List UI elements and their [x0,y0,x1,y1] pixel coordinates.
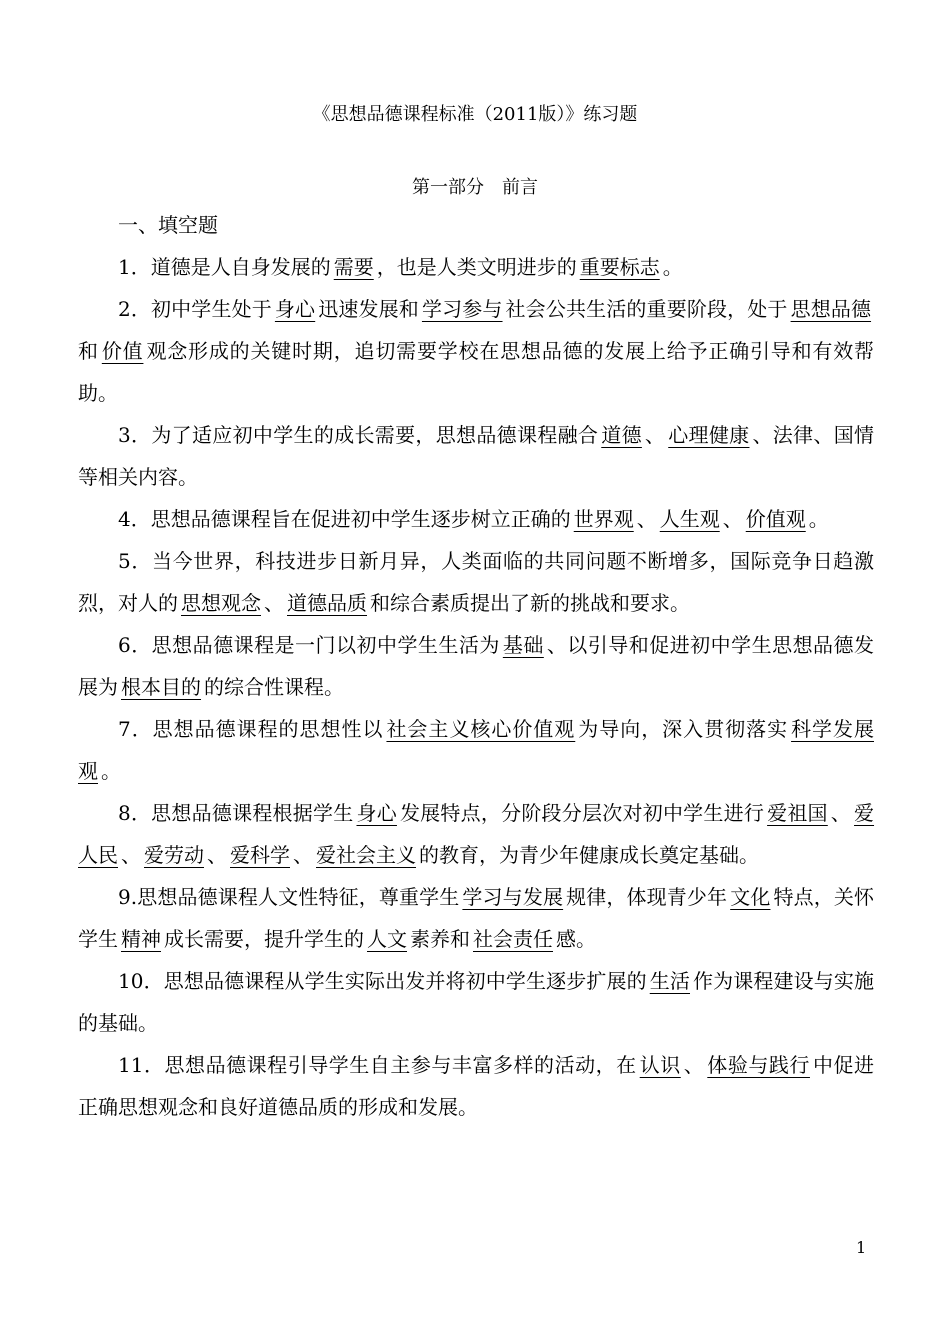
question-item [78,876,874,960]
answer-blank: 重要标志 [579,255,660,279]
answer-blank: 认识 [639,1053,681,1077]
question-text: 、 [636,507,657,531]
answer-blank: 学习参与 [421,297,503,321]
question-text: 和综合素质提出了新的挑战和要求。 [370,591,690,615]
question-text: 9.思想品德课程人文性特征，尊重学生 [118,885,460,909]
answer-blank: 爱科学 [230,843,290,867]
answer-blank: 道德品质 [287,591,367,615]
question-text: 5．当今世界，科技进步日新月异，人类面临的共同问题不断增多，国际竞争日趋激烈，对人的 [78,549,874,615]
page-number: 1 [856,1238,867,1257]
answer-blank: 爱劳动 [144,843,204,867]
answer-blank: 精神 [121,927,161,951]
question-text: 为导向，深入贯彻落实 [578,717,789,741]
document-title: 《思想品德课程标准（2011版）》练习题 [312,104,638,125]
question-text: 10．思想品德课程从学生实际出发并将初中学生逐步扩展的 [118,969,647,993]
question-text: 特点，关怀学生 [78,885,875,951]
question-text: 、 [722,507,743,531]
answer-blank: 爱社会主义 [316,843,416,867]
question-text: 、 [644,423,666,447]
question-text: 7．思想品德课程的思想性以 [118,717,384,741]
answer-blank: 爱人民 [78,801,875,867]
answer-blank: 社会责任 [473,927,553,951]
question-text: 的教育，为青少年健康成长奠定基础。 [419,843,759,867]
question-item [78,414,874,498]
answer-blank: 需要 [333,255,374,279]
question-text: 作为课程建设与实施的基础。 [78,969,875,1035]
question-text: 素养和 [410,927,470,951]
answer-blank: 思想品德 [790,297,872,321]
question-item [78,540,874,624]
question-item [78,792,874,876]
answer-blank: 价值观 [745,507,806,531]
question-text: 迅速发展和 [318,297,419,321]
question-text: 、 [121,843,141,867]
question-text: 。 [662,255,683,279]
answer-blank: 根本目的 [121,675,201,699]
question-item [78,708,874,792]
answer-blank: 身心 [356,801,397,825]
question-text: 、 [830,801,852,825]
question-text: 、法律、国情等相关内容。 [78,423,875,489]
answer-blank: 人生观 [659,507,720,531]
question-text: 感。 [556,927,596,951]
question-item [78,624,874,708]
question-text: 11．思想品德课程引导学生自主参与丰富多样的活动，在 [118,1053,637,1077]
question-text: 社会公共生活的重要阶段，处于 [505,297,788,321]
answer-blank: 道德 [601,423,642,447]
question-text: 中促进正确思想观念和良好道德品质的形成和发展。 [78,1053,875,1119]
part-heading: 第一部分 前言 [412,177,538,198]
answer-blank: 世界观 [573,507,634,531]
question-text: 、 [264,591,284,615]
question-text: 3．为了适应初中学生的成长需要，思想品德课程融合 [118,423,599,447]
answer-blank: 体验与践行 [707,1053,810,1077]
question-text: 6．思想品德课程是一门以初中学生生活为 [118,633,500,657]
answer-blank: 生活 [649,969,690,993]
question-text: 的综合性课程。 [204,675,344,699]
question-text: 。 [101,759,121,783]
answer-blank: 爱祖国 [767,801,828,825]
answer-blank: 人文 [367,927,407,951]
question-item [78,246,874,288]
answer-blank: 心理健康 [668,423,750,447]
question-item [78,288,874,414]
question-text: 、 [293,843,313,867]
question-text: ，也是人类文明进步的 [376,255,577,279]
answer-blank: 文化 [730,885,771,909]
question-text: 、以引导和促进初中学生思想品德发展为 [78,633,875,699]
answer-blank: 社会主义核心价值观 [386,717,576,741]
question-text: 观念形成的关键时期，追切需要学校在思想品德的发展上给予正确引导和有效帮助。 [78,339,875,405]
question-list [78,246,874,1128]
question-text: 8．思想品德课程根据学生 [118,801,354,825]
question-text: 2．初中学生处于 [118,297,272,321]
answer-blank: 基础 [502,633,544,657]
question-item [78,1044,874,1128]
question-text: 规律，体现青少年 [566,885,728,909]
question-text: 、 [683,1053,705,1077]
section-heading: 一、填空题 [118,213,218,237]
answer-blank: 学习与发展 [462,885,564,909]
question-text: 4．思想品德课程旨在促进初中学生逐步树立正确的 [118,507,571,531]
answer-blank: 科学发展观 [78,717,874,783]
question-item [78,498,874,540]
answer-blank: 思想观念 [181,591,261,615]
question-text: 成长需要，提升学生的 [164,927,364,951]
question-item [78,960,874,1044]
question-text: 和 [78,339,99,363]
answer-blank: 身心 [274,297,316,321]
answer-blank: 价值 [101,339,144,363]
question-text: 。 [808,507,829,531]
question-text: 发展特点，分阶段分层次对初中学生进行 [399,801,765,825]
question-text: 1．道德是人自身发展的 [118,255,331,279]
question-text: 、 [207,843,227,867]
